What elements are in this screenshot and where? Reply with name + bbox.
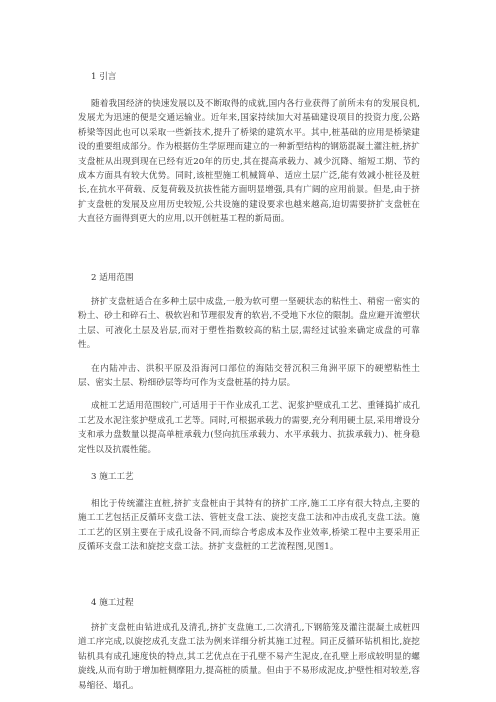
section-body-construction-steps	[78, 621, 420, 693]
section-body-scope	[78, 295, 420, 457]
section-body-construction-process	[78, 497, 420, 555]
section-heading-scope: 2 适用范围	[91, 273, 134, 283]
paragraph: 在内陆冲击、洪积平原及沿海河口部位的海陆交替沉积三角洲平原下的硬塑粘性土层、密实土层、粉细砂层等均可作为支盘桩基的持力层。	[78, 363, 420, 389]
paragraph: 挤扩支盘桩由钻进成孔及清孔,挤扩支盘施工,二次清孔,下钢筋笼及灌注混凝土成桩四道工序完成,以旋挖成孔支盘工法为例来详细分析其施工过程。同正反循环钻机相比,旋挖钻机具有成孔速度快的特点,其工艺优点在于孔壁不易产生泥皮,在孔壁上形成较明显的螺旋线,从而有助于增加桩侧摩阻力,提高桩的质量。但由于不易形成泥皮,护壁性相对较差,容易缩径、塌孔。	[78, 623, 420, 691]
paragraph: 相比于传统灌注直桩,挤扩支盘桩由于其特有的挤扩工序,施工工序有很大特点,主要的施工工艺包括正反循环支盘工法、管桩支盘工法、旋挖支盘工法和冲击成孔支盘工法。施工工艺的区别主要在于成孔设备不同,而综合考虑成本及作业效率,桥梁工程中主要采用正反循环支盘工法和旋挖支盘工法。挤扩支盘桩的工艺流程图,见图1。	[78, 499, 420, 553]
paragraph: 随着我国经济的快速发展以及不断取得的成就,国内各行业获得了前所未有的发展良机,发展尤为迅速的便是交通运输业。近年来,国家持续加大对基础建设项目的投资力度,公路桥梁等因此也可以采取一些新技术,提升了桥梁的建筑水平。其中,桩基础的应用是桥梁建设的重要组成部分。作为根据仿生学原理而建立的一种新型结构的钢筋混凝土灌注桩,挤扩支盘桩从出现到现在已经有近20年的历史,其在提高承载力、减少沉降、缩短工期、节约成本方面具有较大优势。同时,该桩型施工机械简单、适应土层广泛,能有效减小桩径及桩长,在抗水平荷载、反复荷载及抗拔性能方面明显增强,具有广阔的应用前景。但是,由于挤扩支盘桩的发展及应用历史较短,公共设施的建设要求也越来越高,迫切需要挤扩支盘桩在大直径方面得到更大的应用,以开创桩基工程的新局面。	[78, 99, 420, 225]
paragraph: 成桩工艺适用范围较广,可适用于干作业成孔工艺、泥浆护壁成孔工艺、重锤捣扩成孔工艺及水泥注浆护壁成孔工艺等。同时,可根据承载力的需要,充分利用硬土层,采用增设分支和承力盘数量以提高单桩承载力(竖向抗压承载力、水平承载力、抗拔承载力)、桩身稳定性以及抗震性能。	[78, 401, 420, 455]
section-heading-introduction: 1 引言	[91, 72, 117, 82]
paragraph: 挤扩支盘桩适合在多种土层中成盘,一般为软可塑一坚硬状态的粘性土、稍密一密实的粉土、砂土和碎石土、极软岩和节理很发育的软岩,不受地下水位的限制。盘应避开流塑状土层、可液化土层及岩层,而对于塑性指数较高的粘土层,需经过试验来确定成盘的可靠性。	[78, 297, 420, 351]
section-heading-construction-process: 3 施工工艺	[91, 472, 134, 482]
section-body-introduction	[78, 97, 420, 227]
section-heading-construction-steps: 4 施工过程	[91, 598, 134, 608]
